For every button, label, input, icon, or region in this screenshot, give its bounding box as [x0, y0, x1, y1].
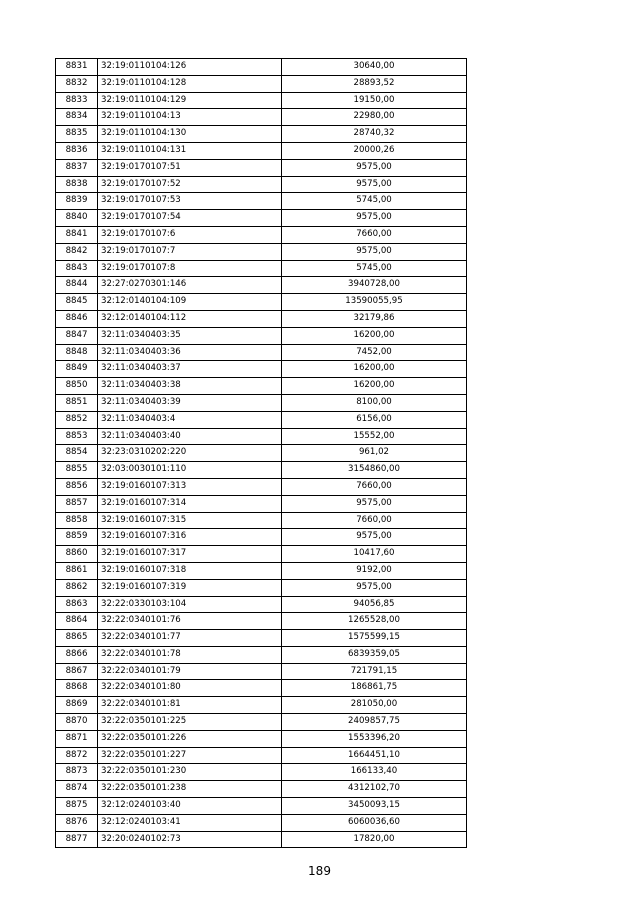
row-number-cell: 8857: [56, 495, 98, 512]
value-cell: 94056,85: [282, 596, 467, 613]
value-cell: 7660,00: [282, 512, 467, 529]
table-row: [56, 294, 467, 311]
value-cell: 9575,00: [282, 579, 467, 596]
table-row: [56, 798, 467, 815]
row-number-cell: 8832: [56, 75, 98, 92]
row-number-cell: 8860: [56, 546, 98, 563]
row-number-cell: 8841: [56, 226, 98, 243]
value-cell: 3940728,00: [282, 277, 467, 294]
value-cell: 1553396,20: [282, 730, 467, 747]
table-row: [56, 562, 467, 579]
row-number-cell: 8871: [56, 730, 98, 747]
cadastral-number-cell: 32:19:0160107:313: [98, 478, 282, 495]
value-cell: 3450093,15: [282, 798, 467, 815]
table-row: [56, 310, 467, 327]
cadastral-number-cell: 32:11:0340403:39: [98, 394, 282, 411]
table-body: [56, 59, 467, 848]
value-cell: 7452,00: [282, 344, 467, 361]
row-number-cell: 8877: [56, 831, 98, 848]
cadastral-number-cell: 32:19:0170107:52: [98, 176, 282, 193]
value-cell: 9575,00: [282, 159, 467, 176]
cadastral-number-cell: 32:03:0030101:110: [98, 462, 282, 479]
row-number-cell: 8872: [56, 747, 98, 764]
table-row: [56, 579, 467, 596]
row-number-cell: 8840: [56, 210, 98, 227]
row-number-cell: 8847: [56, 327, 98, 344]
row-number-cell: 8856: [56, 478, 98, 495]
table-row: [56, 428, 467, 445]
table-row: [56, 495, 467, 512]
value-cell: 281050,00: [282, 697, 467, 714]
table-row: [56, 411, 467, 428]
row-number-cell: 8873: [56, 764, 98, 781]
row-number-cell: 8867: [56, 663, 98, 680]
table-row: [56, 781, 467, 798]
cadastral-number-cell: 32:19:0160107:314: [98, 495, 282, 512]
value-cell: 22980,00: [282, 109, 467, 126]
cadastral-number-cell: 32:22:0350101:238: [98, 781, 282, 798]
value-cell: 8100,00: [282, 394, 467, 411]
value-cell: 16200,00: [282, 361, 467, 378]
value-cell: 32179,86: [282, 310, 467, 327]
cadastral-number-cell: 32:19:0110104:13: [98, 109, 282, 126]
table-row: [56, 512, 467, 529]
value-cell: 5745,00: [282, 193, 467, 210]
cadastral-number-cell: 32:11:0340403:40: [98, 428, 282, 445]
value-cell: 3154860,00: [282, 462, 467, 479]
cadastral-number-cell: 32:12:0240103:41: [98, 814, 282, 831]
table-row: [56, 361, 467, 378]
value-cell: 186861,75: [282, 680, 467, 697]
table-row: [56, 277, 467, 294]
cadastral-number-cell: 32:11:0340403:35: [98, 327, 282, 344]
row-number-cell: 8834: [56, 109, 98, 126]
row-number-cell: 8843: [56, 260, 98, 277]
table-row: [56, 462, 467, 479]
value-cell: 13590055,95: [282, 294, 467, 311]
value-cell: 4312102,70: [282, 781, 467, 798]
page-number: 189: [308, 864, 331, 878]
value-cell: 721791,15: [282, 663, 467, 680]
table-row: [56, 478, 467, 495]
cadastral-number-cell: 32:22:0350101:227: [98, 747, 282, 764]
row-number-cell: 8837: [56, 159, 98, 176]
table-row: [56, 596, 467, 613]
cadastral-number-cell: 32:22:0350101:225: [98, 714, 282, 731]
row-number-cell: 8849: [56, 361, 98, 378]
cadastral-number-cell: 32:22:0340101:76: [98, 613, 282, 630]
cadastral-number-cell: 32:19:0170107:6: [98, 226, 282, 243]
row-number-cell: 8851: [56, 394, 98, 411]
cadastral-number-cell: 32:19:0170107:51: [98, 159, 282, 176]
row-number-cell: 8848: [56, 344, 98, 361]
row-number-cell: 8855: [56, 462, 98, 479]
row-number-cell: 8846: [56, 310, 98, 327]
row-number-cell: 8838: [56, 176, 98, 193]
row-number-cell: 8866: [56, 646, 98, 663]
value-cell: 17820,00: [282, 831, 467, 848]
cadastral-number-cell: 32:19:0110104:130: [98, 126, 282, 143]
row-number-cell: 8852: [56, 411, 98, 428]
row-number-cell: 8833: [56, 92, 98, 109]
cadastral-number-cell: 32:12:0140104:112: [98, 310, 282, 327]
table-row: [56, 663, 467, 680]
row-number-cell: 8859: [56, 529, 98, 546]
value-cell: 9192,00: [282, 562, 467, 579]
row-number-cell: 8864: [56, 613, 98, 630]
value-cell: 30640,00: [282, 59, 467, 76]
table-row: [56, 75, 467, 92]
row-number-cell: 8865: [56, 630, 98, 647]
table-row: [56, 193, 467, 210]
value-cell: 19150,00: [282, 92, 467, 109]
cadastral-number-cell: 32:19:0110104:131: [98, 142, 282, 159]
cadastral-number-cell: 32:20:0240102:73: [98, 831, 282, 848]
cadastral-number-cell: 32:22:0340101:80: [98, 680, 282, 697]
table-row: [56, 714, 467, 731]
cadastral-number-cell: 32:19:0170107:54: [98, 210, 282, 227]
cadastral-number-cell: 32:19:0160107:319: [98, 579, 282, 596]
table-row: [56, 260, 467, 277]
table-row: [56, 613, 467, 630]
cadastral-number-cell: 32:19:0160107:317: [98, 546, 282, 563]
row-number-cell: 8869: [56, 697, 98, 714]
cadastral-number-cell: 32:19:0110104:128: [98, 75, 282, 92]
table-row: [56, 226, 467, 243]
row-number-cell: 8835: [56, 126, 98, 143]
value-cell: 9575,00: [282, 243, 467, 260]
table-row: [56, 394, 467, 411]
value-cell: 1664451,10: [282, 747, 467, 764]
cadastral-number-cell: 32:19:0160107:318: [98, 562, 282, 579]
value-cell: 6839359,05: [282, 646, 467, 663]
table-row: [56, 92, 467, 109]
value-cell: 1265528,00: [282, 613, 467, 630]
table-row: [56, 344, 467, 361]
table-row: [56, 630, 467, 647]
table-row: [56, 159, 467, 176]
cadastral-number-cell: 32:19:0170107:53: [98, 193, 282, 210]
table-row: [56, 529, 467, 546]
table-row: [56, 680, 467, 697]
value-cell: 961,02: [282, 445, 467, 462]
table-row: [56, 814, 467, 831]
cadastral-number-cell: 32:22:0340101:78: [98, 646, 282, 663]
value-cell: 9575,00: [282, 176, 467, 193]
row-number-cell: 8876: [56, 814, 98, 831]
table-row: [56, 142, 467, 159]
table-row: [56, 831, 467, 848]
value-cell: 1575599,15: [282, 630, 467, 647]
table-row: [56, 126, 467, 143]
value-cell: 9575,00: [282, 529, 467, 546]
cadastral-number-cell: 32:12:0140104:109: [98, 294, 282, 311]
value-cell: 7660,00: [282, 478, 467, 495]
row-number-cell: 8858: [56, 512, 98, 529]
row-number-cell: 8853: [56, 428, 98, 445]
cadastral-number-cell: 32:27:0270301:146: [98, 277, 282, 294]
row-number-cell: 8874: [56, 781, 98, 798]
row-number-cell: 8845: [56, 294, 98, 311]
cadastral-number-cell: 32:23:0310202:220: [98, 445, 282, 462]
value-cell: 6156,00: [282, 411, 467, 428]
row-number-cell: 8862: [56, 579, 98, 596]
row-number-cell: 8842: [56, 243, 98, 260]
cadastral-number-cell: 32:19:0110104:129: [98, 92, 282, 109]
row-number-cell: 8839: [56, 193, 98, 210]
table-row: [56, 243, 467, 260]
cadastral-number-cell: 32:19:0160107:315: [98, 512, 282, 529]
row-number-cell: 8863: [56, 596, 98, 613]
table-row: [56, 176, 467, 193]
cadastral-number-cell: 32:11:0340403:38: [98, 378, 282, 395]
value-cell: 166133,40: [282, 764, 467, 781]
value-cell: 6060036,60: [282, 814, 467, 831]
table-row: [56, 764, 467, 781]
cadastral-number-cell: 32:19:0160107:316: [98, 529, 282, 546]
value-cell: 16200,00: [282, 327, 467, 344]
row-number-cell: 8870: [56, 714, 98, 731]
cadastral-number-cell: 32:19:0170107:8: [98, 260, 282, 277]
row-number-cell: 8854: [56, 445, 98, 462]
cadastral-number-cell: 32:22:0340101:81: [98, 697, 282, 714]
table-row: [56, 210, 467, 227]
cadastral-number-cell: 32:11:0340403:37: [98, 361, 282, 378]
value-cell: 9575,00: [282, 210, 467, 227]
value-cell: 28740,32: [282, 126, 467, 143]
table-row: [56, 697, 467, 714]
table-row: [56, 445, 467, 462]
cadastral-number-cell: 32:19:0170107:7: [98, 243, 282, 260]
value-cell: 7660,00: [282, 226, 467, 243]
row-number-cell: 8875: [56, 798, 98, 815]
cadastral-number-cell: 32:22:0350101:230: [98, 764, 282, 781]
cadastral-number-cell: 32:22:0330103:104: [98, 596, 282, 613]
table-row: [56, 646, 467, 663]
cadastral-number-cell: 32:11:0340403:4: [98, 411, 282, 428]
row-number-cell: 8861: [56, 562, 98, 579]
cadastral-number-cell: 32:12:0240103:40: [98, 798, 282, 815]
cadastral-number-cell: 32:11:0340403:36: [98, 344, 282, 361]
table-row: [56, 378, 467, 395]
row-number-cell: 8831: [56, 59, 98, 76]
table-row: [56, 546, 467, 563]
row-number-cell: 8836: [56, 142, 98, 159]
table-row: [56, 747, 467, 764]
value-cell: 28893,52: [282, 75, 467, 92]
cadastral-number-cell: 32:22:0340101:79: [98, 663, 282, 680]
cadastral-number-cell: 32:22:0350101:226: [98, 730, 282, 747]
row-number-cell: 8868: [56, 680, 98, 697]
table-row: [56, 59, 467, 76]
value-cell: 20000,26: [282, 142, 467, 159]
table-row: [56, 327, 467, 344]
table-row: [56, 730, 467, 747]
value-cell: 10417,60: [282, 546, 467, 563]
cadastral-value-table: [55, 58, 467, 848]
cadastral-number-cell: 32:19:0110104:126: [98, 59, 282, 76]
row-number-cell: 8844: [56, 277, 98, 294]
table-row: [56, 109, 467, 126]
value-cell: 16200,00: [282, 378, 467, 395]
cadastral-number-cell: 32:22:0340101:77: [98, 630, 282, 647]
value-cell: 9575,00: [282, 495, 467, 512]
value-cell: 2409857,75: [282, 714, 467, 731]
value-cell: 15552,00: [282, 428, 467, 445]
row-number-cell: 8850: [56, 378, 98, 395]
value-cell: 5745,00: [282, 260, 467, 277]
